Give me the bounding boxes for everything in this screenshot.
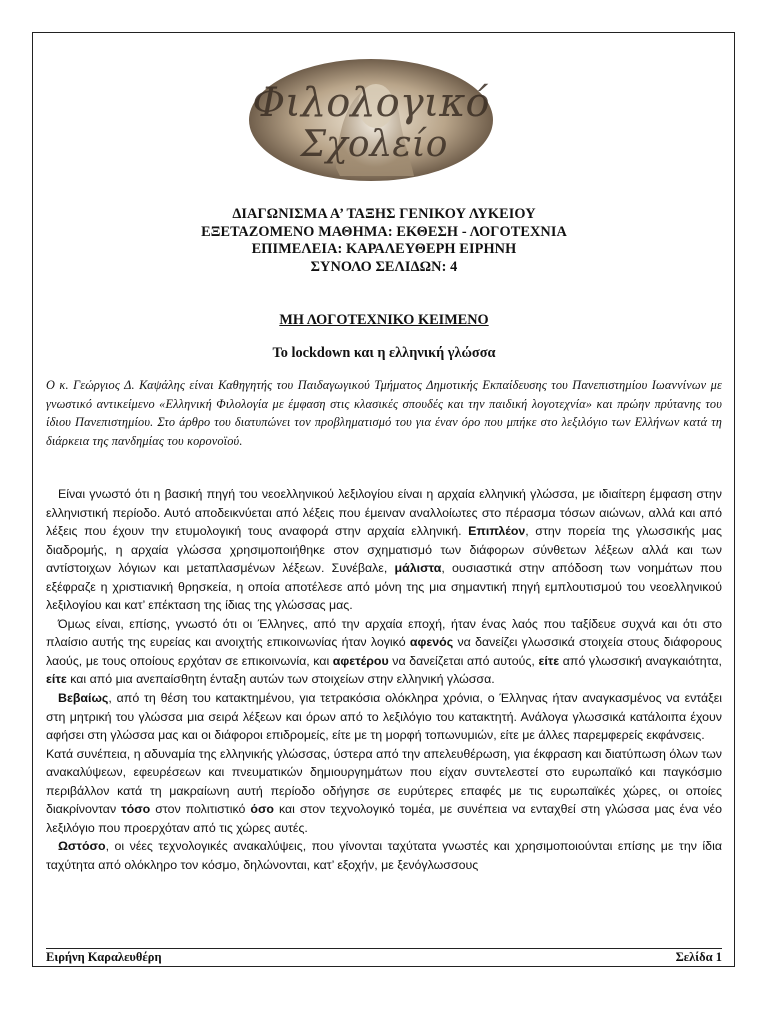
header-line-1: ΔΙΑΓΩΝΙΣΜΑ Α’ ΤΑΞΗΣ ΓΕΝΙΚΟΥ ΛΥΚΕΙΟΥ [232,206,536,222]
footer-divider [46,948,722,949]
article-title: Το lockdown και η ελληνική γλώσσα [272,345,496,361]
body-paragraph-1: Είναι γνωστό ότι η βασική πηγή του νεοελληνικού λεξιλογίου είναι η αρχαία ελληνική γλώσσα, με ιδιαίτερη έμφαση στην ελληνιστική περίοδο. Αυτό αποδεικνύεται από λέξεις που έμειναν αναλλοίωτες στο πέρασμα τόσων αιώνων, αλλά και από λέξεις που έχουν την ετυμολογική τους αναφορά στην αρχαία ελληνική. Επιπλέον, στην πορεία της γλωσσικής μας διαδρομής, η αρχαία γλώσσα χρησιμοποιήθηκε στον σχηματισμό των διάφορων σύνθετων λέξεων αλλά και των αντίστοιχων λόγιων και μεταπλασμένων λέξεων. Συνέβαλε, μάλιστα, ουσιαστικά στην απόδοση των νοημάτων που εξέφραζε η χριστιανική θρησκεία, η οποία αποτέλεσε από μόνη της μια σημαντική πηγή εμπλουτισμού του νεοελληνικού λεξιλογίου και κατ’ επέκταση της ίδιας της γλώσσας μας. [46,487,723,613]
section-title: ΜΗ ΛΟΓΟΤΕΧΝΙΚΟ ΚΕΙΜΕΝΟ [279,312,489,328]
header-line-2: ΕΞΕΤΑΖΟΜΕΝΟ ΜΑΘΗΜΑ: ΕΚΘΕΣΗ - ΛΟΓΟΤΕΧΝΙΑ [201,223,567,240]
header-line-3: ΕΠΙΜΕΛΕΙΑ: ΚΑΡΑΛΕΥΘΕΡΗ ΕΙΡΗΝΗ [251,241,517,258]
exam-header [40,206,728,276]
footer-author: Ειρήνη Καραλευθέρη [46,950,162,964]
body-paragraph-4: Κατά συνέπεια, η αδυναμία της ελληνικής γλώσσας, ύστερα από την απελευθέρωση, για έκφραση και διατύπωση όλων των ανακαλύψεων, εφευρέσεων και πνευματικών δημιουργημάτων που είχαν συντελεστεί στο ευρωπαϊκό και παγκόσμιο περιβάλλον κατά τη μακραίωνη αυτή περίοδο οδήγησε σε ευρύτερες επαφές με τις ευρωπαϊκές χώρες, οι οποίες διακρίνονταν τόσο στον πολιτιστικό όσο και στον τεχνολογικό τομέα, με συνέπεια να ενταχθεί στη γλώσσα μας ένα νέο λεξιλόγιο που προερχόταν από τις χώρες αυτές. [46,746,722,835]
logo-line2: Σχολείο [300,124,448,165]
article-body [46,485,722,874]
body-paragraph-3: Βεβαίως, από τη θέση του κατακτημένου, για τετρακόσια ολόκληρα χρόνια, ο Έλληνας ήταν αναγκασμένος να εντάξει στη μητρική του γλώσσα μια σειρά λέξεων και όρων από το λεξιλόγιο του κατακτητή. Ανάλογα γλωσσικά κατάλοιπα έχουν αφήσει στη γλώσσα μας και οι διάφοροι επιδρομείς, είτε με τη μορφή τοπωνυμιών, είτε με άλλες παρεμφερείς εκφάνσεις. [46,691,722,743]
logo-line1: Φιλολογικό [252,80,490,126]
header-line-4: ΣΥΝΟΛΟ ΣΕΛΙΔΩΝ: 4 [310,258,458,275]
footer-page-number: Σελίδα 1 [675,950,722,964]
body-paragraph-2: Όμως είναι, επίσης, γνωστό ότι οι Έλληνες, από την αρχαία εποχή, ήταν ένας λαός που ταξίδευε συχνά και ότι στο πλαίσιο αυτής της ευρείας και ανοιχτής επικοινωνίας ήταν λογικό αφενός να δανείζει γλωσσικά στοιχεία στους διάφορους λαούς, με τους οποίους ερχόταν σε επικοινωνία, και αφετέρου να δανείζεται από αυτούς, είτε από γλωσσική αναγκαιότητα, είτε και από μια ανεπαίσθητη ένταξη αυτών των στοιχείων στην ελληνική γλώσσα. [46,616,722,687]
school-logo [248,58,494,182]
body-paragraph-5: Ωστόσο, οι νέες τεχνολογικές ανακαλύψεις, που γίνονται ταχύτατα γνωστές και χρησιμοποιούνται επίσης με την ίδια ταχύτητα από ολόκληρο τον κόσμο, δηλώνονται, κατ’ εξοχήν, με ξενόγλωσσους [46,839,722,872]
intro-paragraph: Ο κ. Γεώργιος Δ. Καψάλης είναι Καθηγητής του Παιδαγωγικού Τμήματος Δημοτικής Εκπαίδευσης του Πανεπιστημίου Ιωαννίνων με γνωστικό αντικείμενο «Ελληνική Φιλολογία με έμφαση στις κλασικές σπουδές και την παιδική λογοτεχνία» και πρώην πρύτανης του ίδιου Πανεπιστημίου. Στο άρθρο του διατυπώνει τον προβληματισμό του για έναν όρο που μπήκε στο λεξιλόγιο των Ελλήνων κατά τη διάρκεια της πανδημίας του κορονοϊού. [46,378,722,448]
